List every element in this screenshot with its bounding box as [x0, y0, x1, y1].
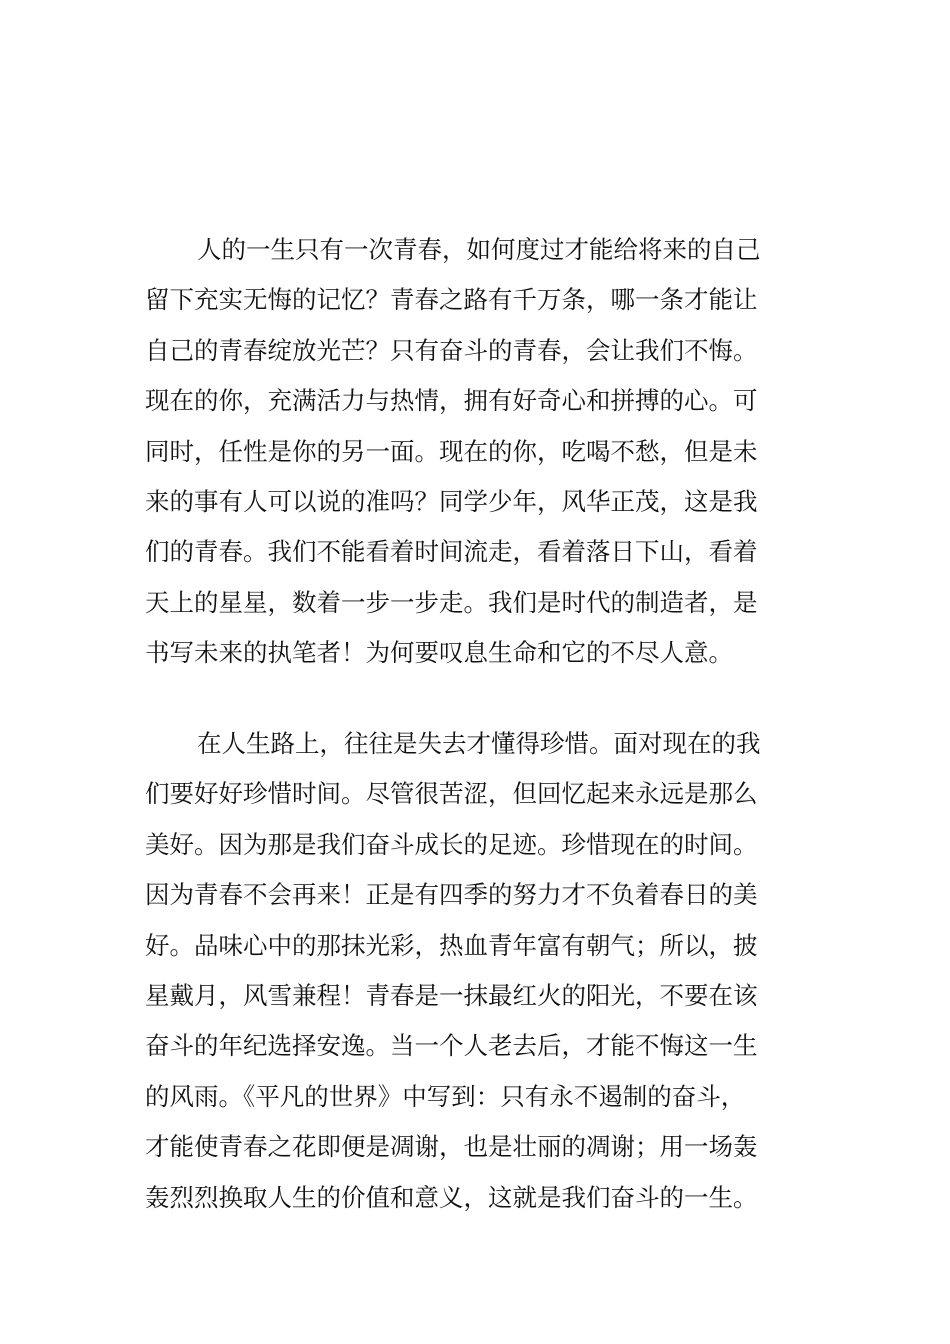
paragraph-line: 好。品味心中的那抹光彩，热血青年富有朝气；所以，披 [145, 930, 758, 960]
paragraph-line: 轰烈烈换取人生的价值和意义，这就是我们奋斗的一生。 [145, 1182, 758, 1212]
paragraph-line: 留下充实无悔的记忆？青春之路有千万条，哪一条才能让 [145, 285, 758, 315]
paragraph-line: 们的青春。我们不能看着时间流走，看着落日下山，看着 [145, 537, 758, 567]
paragraph-line: 奋斗的年纪选择安逸。当一个人老去后，才能不悔这一生 [145, 1031, 758, 1061]
paragraph-line: 在人生路上，往往是失去才懂得珍惜。面对现在的我 [197, 729, 761, 758]
paragraph-line: 星戴月，风雪兼程！青春是一抹最红火的阳光，不要在该 [145, 980, 758, 1010]
paragraph-line: 们要好好珍惜时间。尽管很苦涩，但回忆起来永远是那么 [145, 779, 758, 809]
paragraph-line: 人的一生只有一次青春，如何度过才能给将来的自己 [197, 235, 761, 264]
paragraph-line: 美好。因为那是我们奋斗成长的足迹。珍惜现在的时间。 [145, 829, 758, 859]
paragraph-line: 同时，任性是你的另一面。现在的你，吃喝不愁，但是未 [145, 436, 758, 466]
paragraph-line: 来的事有人可以说的准吗？同学少年，风华正茂，这是我 [145, 486, 758, 516]
paragraph-line: 现在的你，充满活力与热情，拥有好奇心和拼搏的心。可 [145, 386, 758, 416]
paragraph-2 [145, 719, 809, 1223]
paragraph-line: 自己的青春绽放光芒？只有奋斗的青春，会让我们不悔。 [145, 335, 758, 365]
paragraph-1 [145, 225, 809, 679]
paragraph-line: 天上的星星，数着一步一步走。我们是时代的制造者，是 [145, 587, 758, 617]
paragraph-line: 因为青春不会再来！正是有四季的努力才不负着春日的美 [145, 880, 758, 910]
paragraph-line: 才能使青春之花即便是凋谢，也是壮丽的凋谢；用一场轰 [145, 1132, 758, 1162]
paragraph-line: 书写未来的执笔者！为何要叹息生命和它的不尽人意。 [145, 638, 733, 668]
paragraph-line: 的风雨。《平凡的世界》中写到：只有永不遏制的奋斗， [145, 1081, 746, 1111]
